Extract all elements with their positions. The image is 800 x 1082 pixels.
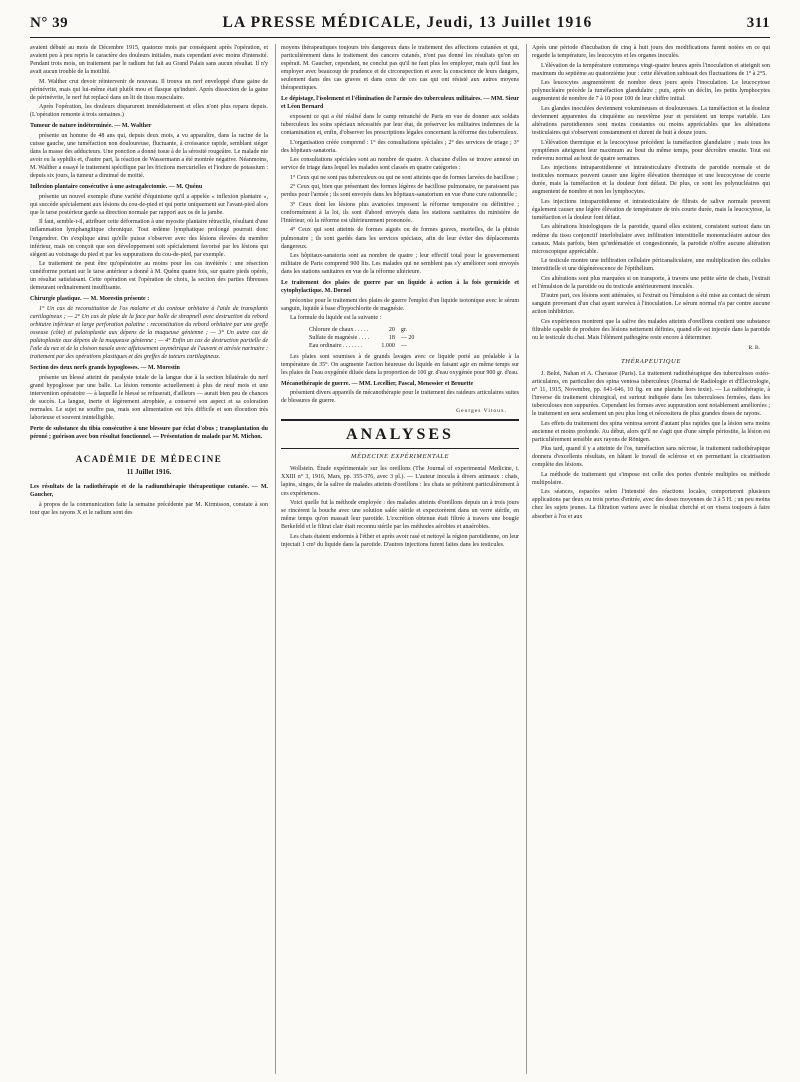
paragraph: Il faut, semble-t-il, attribuer cette déformation à une myosite plantaire rétractile, résultant d'une inflammation lymphangitique chronique. Tout œdème lymphatique prolongé pourrait donc l'engendrer. On s'explique ainsi qu'elle puisse s'observer avec des lésions élevées du membre inférieur, mais on conçoit que son développement soit spécialement favorisé par les lésions qui siègent au voisinage du pied et par les suppurations du cou-de-pied, par exemple. (30, 219, 268, 258)
subsection-heading: THÉRAPEUTIQUE (621, 357, 681, 365)
section-heading: Inflexion plantaire consécutive à une astragalectomie. — M. Quénu (30, 184, 203, 191)
paragraph: La formule du liquide est la suivante : (290, 315, 382, 322)
paragraph: 1° Un cas de reconstitution de l'os malaire et du contour orbitaire à l'aide de transplants cartilagineux ; — 2° Un cas de plaie de la face par balle de shrapnell avec destruction du rebord orbitaire inférieur et large perforation palatine : reconstitution du rebord orbitaire par une greffe osseuse (côte) et palatoplastie aux dépens de la muqueuse génienne ; — 3° Un autre cas de palatoplastie aux dépens de la muqueuse génienne ; — 4° Enfin un cas de destruction partielle de l'aile du nez et de la cloison nasale avec affaissement asymétrique de l'auvent et atrésie narinaire : traitement par des opérations plastiques et des greffes de tuteurs cartilagineux. (30, 305, 268, 361)
list-item: 2° Ceux qui, bien que présentant des formes légères de bacillose pulmonaire, ne paraissent pas perdus pour l'armée ; ils sont envoyés dans les hôpitaux-sanatorium en vue d'une cure rationnelle ; (281, 184, 519, 199)
section-heading: Tumeur de nature indéterminée. — M. Walther (30, 123, 152, 130)
section-heading: Les résultats de la radiothérapie et de la radiumthérapie thérapeutique cutanée. — M. Gaucher, (30, 484, 268, 499)
academy-date: 11 Juillet 1916. (126, 468, 172, 477)
paragraph: à propos de la communication faite la semaine précédente par M. Kirmisson, constate à son tour que les rayons X et le radium sont des (30, 501, 268, 516)
paragraph: préconise pour le traitement des plaies de guerre l'emploi d'un liquide isotonique avec le sérum sanguin, liquide à base d'hypochlorite de magnésie. (281, 297, 519, 312)
quantity: 1.000 (381, 342, 395, 349)
paragraph: Le testicule montre une infiltration cellulaire péricanaliculaire, une multiplication des cellules interstitielle et une dégénérescence de l'épithélium. (532, 258, 770, 273)
formula-row (309, 326, 418, 334)
paragraph: La méthode de traitement qui s'impose est celle des portes d'entrée multiples ou méthode multipolaire. (532, 471, 770, 486)
paragraph: Après l'opération, les douleurs disparurent immédiatement et elles n'ont plus reparu depuis. (L'opération remonte à trois semaines.) (30, 104, 268, 119)
unit: — (400, 342, 407, 349)
academy-title: ACADÉMIE DE MÉDECINE (75, 454, 223, 465)
paragraph: Les chats étaient endormis à l'éther et après avoir rasé et nettoyé la région parotidienne, on leur injectait 1 cm³ du liquide dans la parotide. D'autres injections furent faites dans les testicules. (281, 533, 519, 548)
unit: — 20 (400, 334, 415, 341)
paragraph: Ces altérations sont plus marquées si on transporte, à travers une petite série de chats, l'extrait et l'émulsion de la parotide ou du testicule antérieurement inoculés. (532, 275, 770, 290)
list-item: 1° Ceux qui ne sont pas tuberculeux ou qui ne sont atteints que de formes larvées de bacillose ; (290, 174, 519, 181)
author-signature: R. B. (748, 344, 760, 351)
formula-row (309, 334, 418, 342)
paragraph: avaient débuté au mois de Décembre 1915, quatorze mois par conséquent après l'opération, et avaient peu à peu repris le caractère des douleurs initiales, mais cependant avec moins d'intensité. Pendant trois mois, un traitement par le radium fut fait au Grand Palais sans aucun résultat. Il n'y avait aucun trouble de la motilité. (30, 45, 268, 76)
paragraph: moyens thérapeutiques toujours très dangereux dans le traitement des affections cutanées et qui, particulièrement dans le traitement des cancers cutanés, n'ont pas donné les résultats qu'on en espérait. M. Gaucher, cependant, ne conclut pas qu'il ne faut plus les employer, mais qu'il faut les employer avec beaucoup de prudence et de circonspection et avec la conscience de leurs dangers, seulement dans des cas graves et dans ceux de ces cas qui ont résisté aux autres moyens thérapeutiques. (281, 45, 519, 92)
header-rule (30, 37, 770, 38)
paragraph: D'autre part, ces lésions sont atténuées, si l'extrait ou l'émulsion a été mise au contact de sérum sanguin provenant d'un chat ayant survécu à l'inoculation. Le sérum normal n'a par contre aucune action inhibitrice. (532, 293, 770, 316)
ingredient: Sulfate de magnésie . . . . (309, 334, 370, 341)
paragraph: Les glandes inoculées deviennent volumineuses et douloureuses. La tuméfaction et la douleur deviennent apparentes du cinquième au neuvième jour et persistent un temps variable. Les altérations parotidiennes sont moins constantes ou moins appréciables que les altérations testiculaires qui s'observent constamment et durent de huit à douze jours. (532, 105, 770, 136)
page-number: 311 (746, 15, 770, 31)
section-heading: Le dépistage, l'isolement et l'élimination de l'armée des tuberculeux militaires. — MM. Sieur et Léon Bernard (281, 96, 519, 111)
page-header (30, 14, 770, 36)
section-heading: Mécanothérapie de guerre. — MM. Lecellier, Pascal, Menessier et Brouette (281, 380, 474, 387)
paragraph: Voici quelle fut la méthode employée : des malades atteints d'oreillons depuis un à trois jours se rincèrent la bouche avec une solution salée stérile et expectorèrent dans un verre stérile, en même temps qu'on massait leur parotide. L'excrétion obtenue était filtrée à travers une bougie Berkefeld et le filtrat clair était reconnu stérile par les méthodes aérobies et anaérobies. (281, 500, 519, 531)
paragraph: Les altérations histologiques de la parotide, quand elles existent, consistent surtout dans un œdème du tissu conjonctif interlobulaire avec infiltration interstitielle mononucléaire autour des canaux. Mais parfois, bien qu'œdématiée et congestionnée, la parotide n'offre aucune altération microscopique appréciable. (532, 224, 770, 255)
paragraph: Plus tard, quand il y a atteinte de l'os, tuméfaction sans nécrose, le traitement radiothérapique donnera d'excellents résultats, en hâtant le travail de sclérose et en permettant la cicatrisation complète des lésions. (532, 446, 770, 469)
section-heading: Le traitement des plaies de guerre par un liquide à action à la fois germicide et cytophylactique. M. Dornel (281, 280, 519, 295)
section-heading: Chirurgie plastique. — M. Morestin présente : (30, 296, 150, 303)
formula-row (309, 342, 418, 350)
paragraph: Les séances, espacées selon l'intensité des réactions locales, comporteront plusieurs applications par deux ou trois portes d'entrée, avec des doses moyennes de 3 à 5 H. ; un peu moins chez les sujets jeunes. La filtration variera avec le résultat cherché et on visera toujours à faire absorber à l'os et aux (532, 489, 770, 520)
paragraph: Les injections intraparotidienne et intratesticulaire d'extraits de parotide normale et de testicules normaux peuvent causer une légère élévation thermique et une leucocytose de courte durée, mais la tuméfaction et la douleur font défaut. De plus, ce sont les polynucléaires qui augmentent de nombre et non les lymphocytes. (532, 165, 770, 196)
column-1 (30, 44, 268, 1074)
paragraph: Les plaies sont soumises à de grands lavages avec ce liquide porté au préalable à la température de 35°. On augmente l'action heureuse du liquide en faisant agir en même temps sur les plaies de l'eau oxygénée diluée dans la proportion de 100 gr. d'eau oxygénée pour 900 gr. d'eau. (281, 353, 519, 376)
list-item: 3° Ceux dont les lésions plus avancées imposent la réforme temporaire ou définitive ; conformément à la loi, ils sont d'abord envoyés dans les stations sanitaires du ministère de l'Intérieur, où la réforme est ultérieurement prononcée. (281, 201, 519, 224)
unit: gr. (400, 326, 407, 333)
subsection-heading: MÉDECINE EXPÉRIMENTALE (350, 453, 450, 461)
paragraph: présente un blessé atteint de paralysie totale de la langue due à la section bilatérale du nerf grand hypoglosse par une balle. La lésion remonte actuellement à plus de neuf mois et une intervention opératoire — à laquelle le blessé se refuserait, d'ailleurs — aurait bien peu de chances de succès. La langue, inerte et légèrement atrophiée, a conservé son aspect et sa coloration normales. Le sujet ne souffre pas, mais son alimentation est très difficile et son élocution très laborieuse et souvent inintelligible. (30, 374, 268, 422)
formula-table (309, 326, 418, 350)
paragraph: Les leucocytes augmentèrent de nombre deux jours après l'inoculation. Le leucocytose polynucléaire précède la tuméfaction glandulaire ; puis, après un déclin, les petits lymphocytes augmentent de nombre de 7 à 10 pour 100 de leur chiffre initial. (532, 80, 770, 103)
paragraph: Les consultations spéciales sont au nombre de quatre. A chacune d'elles se trouve annexé un service de triage dans lequel les malades sont classés en quatre catégories : (281, 157, 519, 172)
paragraph: Les effets du traitement des spina ventosa seront d'autant plus rapides que la lésion sera moins ancienne et moins profonde. Au début, alors qu'il ne s'agit que d'une simple périostite, la lésion est particulièrement sensible aux rayons de Röntgen. (532, 420, 770, 443)
column-divider (526, 44, 527, 1074)
ingredient: Eau ordinaire . . . . . . . (309, 342, 363, 349)
column-3 (532, 44, 770, 1074)
paragraph: Les injections intraparotidienne et intratesticulaire de filtrats de salive normale peuvent également causer une légère élévation de température de très courte durée, mais la leucocytose, la tuméfaction et la douleur font défaut. (532, 198, 770, 221)
paragraph: M. Walther crut devoir réintervenir de nouveau. Il trouva un nerf enveloppé d'une gaine de périnévrite, mais qui lui-même était plutôt mou et flasque qu'induré. Après dissection de la gaine de périnévrite, le nerf fut replacé dans un lit de tissu musculaire. (30, 78, 268, 101)
analyses-title: ANALYSES (281, 419, 519, 449)
paragraph: J. Belot, Nahan et A. Chavasse (Paris). Le traitement radiothérapique des tuberculoses ostéo-articulaires, en particulier des spina ventosa tuberculeux (Journal de Radiologie et d'Électrologie, n° 11, 1915, Novembre, pp. 641-646, 10 fig. en une planche hors texte). — La radiothérapie, à l'inverse du traitement chirurgical, est surtout indiquée dans les tuberculoses fermées, dans les tuberculoses non suppurées. Cependant les formes avec suppuration sont notablement améliorées ; le traitement en sera seulement un peu plus long et nécessitera de plus grandes doses de rayons. (532, 370, 770, 417)
paragraph: Ces expériences montrent que la salive des malades atteints d'oreillons contient une substance filtrable capable de produire des lésions nettement définies, quand elle est injectée dans la parotide ou le testicule du chat. Mais l'élément pathogène reste encore à déterminer. (532, 319, 770, 342)
list-item: 4° Ceux qui sont atteints de formes aiguës ou de formes graves, mortelles, de la phtisie pulmonaire ; ils sont gardés dans les services spéciaux, afin de leur éviter des déplacements dangereux. (281, 227, 519, 250)
quantity: 18 (388, 334, 395, 341)
paragraph: L'élévation thermique et la leucocytose précèdent la tuméfaction glandulaire ; mais tous les symptômes atteignent leur maximum au bout du même temps, pour décroître ensuite. Tout est redevenu normal au bout de quatre semaines. (532, 139, 770, 162)
section-heading: Section des deux nerfs grands hypoglosses. — M. Morestin (30, 365, 180, 372)
column-2 (281, 44, 519, 1074)
paragraph: Les hôpitaux-sanatoria sont au nombre de quatre ; leur effectif total pour le gouvernement militaire de Paris comprend 900 lits. Les malades qui ne semblent pas s'y améliorer sont envoyés dans les stations sanitaires en vue de la réforme ultérieure. (281, 253, 519, 276)
section-heading: Perte de substance du tibia consécutive à une blessure par éclat d'obus ; transplantation du péroné ; guérison avec bon résultat fonctionnel. — Présentation de malade par M. Michon. (30, 426, 268, 441)
paragraph: présente un homme de 48 ans qui, depuis deux mois, a vu apparaître, dans la racine de la cuisse gauche, une tuméfaction non douloureuse, fluctuante, à croissance rapide, semblant siéger dans la masse des adducteurs. Une ponction a donné issue à de la sérosité rougeâtre. Le malade nie avoir eu la syphilis et, d'autre part, la réaction de Wassermann a été montrée négative. Néanmoins, M. Walther a essayé le traitement spécifique par les frictions mercurielles et l'iodure de potassium : depuis six jours, la tumeur a diminué de moitié. (30, 132, 268, 180)
paragraph: présentent divers appareils de mécanothérapie pour le traitement des raideurs articulaires suites de blessures de guerre. (281, 390, 519, 405)
author-signature: Georges Vitoux. (456, 408, 507, 415)
quantity: 20 (388, 326, 395, 333)
issue-number: N° 39 (30, 15, 69, 31)
paragraph: présente un nouvel exemple d'une variété d'équinisme qu'il a appelée « inflexion plantaire », qui succède spécialement aux lésions du cou-de-pied et qui porte uniquement sur l'avant-pied alors que le tarse postérieur garde sa direction normale par rapport aux os de la jambe. (30, 193, 268, 216)
paragraph: Après une période d'incubation de cinq à huit jours des modifications furent notées en ce qui regarde la température, les leucocytes et les organes inoculés. (532, 45, 770, 60)
column-divider (275, 44, 276, 1074)
paragraph: L'organisation créée comprend : 1° des consultations spéciales ; 2° des services de triage ; 3° des hôpitaux-sanatoria. (281, 139, 519, 154)
paragraph: exposent ce qui a été réalisé dans le camp retranché de Paris en vue de donner aux soldats tuberculeux les soins spéciaux nécessités par leur état, de préserver les militaires indemnes de la contamination et, enfin, d'observer les prescriptions légales concernant la réforme des tuberculeux. (281, 113, 519, 136)
ingredient: Chlorure de chaux . . . . . (309, 326, 369, 333)
paragraph: Wollstein. Étude expérimentale sur les oreillons (The Journal of experimental Medicine, t. XXIII n° 3, 1916, Mars, pp. 355-376, avec 3 pl.). — L'auteur inocula à divers animaux : chats, lapins, singes, de la salive de malades atteints d'oreillons : les chats se prêtèrent particulièrement à ces expériences. (281, 466, 519, 497)
journal-title: LA PRESSE MÉDICALE, Jeudi, 13 Juillet 1916 (222, 14, 593, 31)
paragraph: L'élévation de la température commença vingt-quatre heures après l'inoculation et atteignit son maximum du septième au quatorzième jour : cette élévation subissait des fluctuations de 1° à 2°5. (532, 62, 770, 77)
paragraph: Le traitement ne peut être qu'opératoire au moins pour les cas invétérés : une résection cunéiforme portant sur le tarse antérieur a donné à M. Quénu quatre fois, sur quatre pieds opérés, un résultat satisfaisant. Cette opération est l'opération de choix, la section des parties fibreuses demeurant ordinairement insuffisante. (30, 261, 268, 292)
